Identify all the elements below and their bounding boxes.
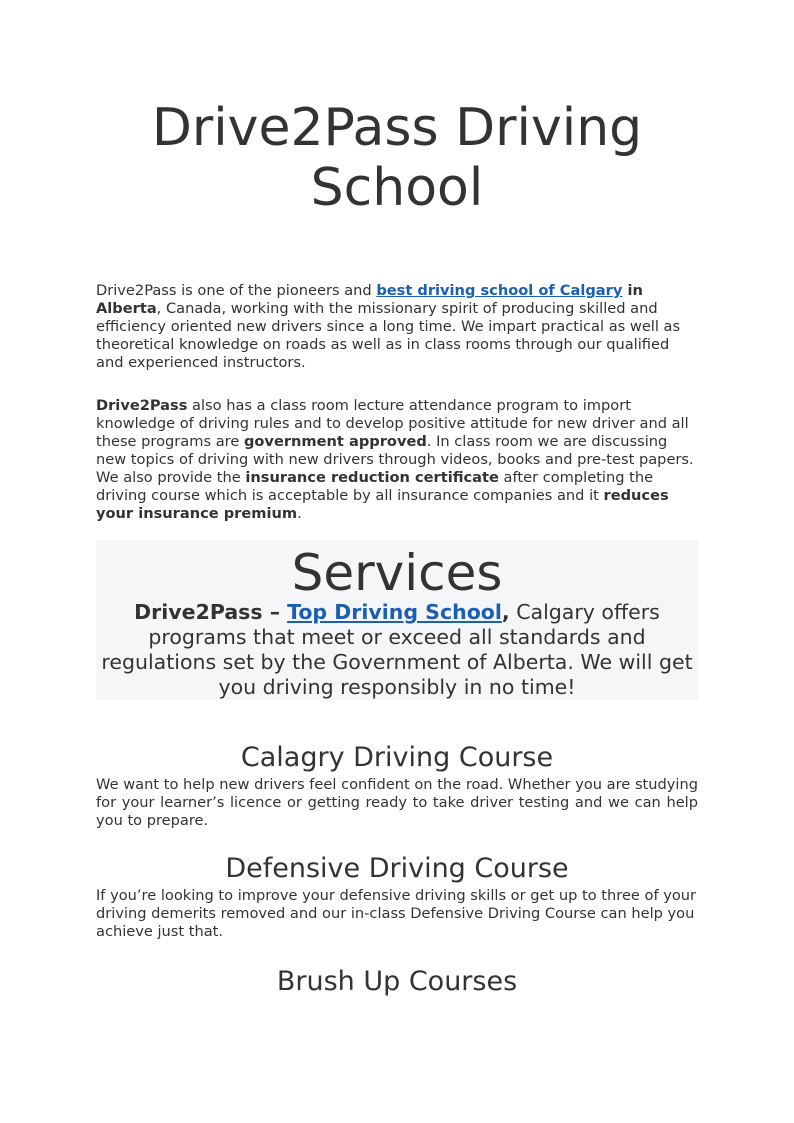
intro-p1-text-rest: , Canada, working with the missionary spirit of producing skilled and efficiency oriented new drivers since a long time. We impart practical as well as theoretical knowledge on roads as well as in class rooms through our qualified and experienced instructors. (96, 300, 681, 371)
intro-p2-text-3: after completing the driving course which is acceptable by all insurance companies and it (96, 469, 654, 504)
intro-p2-text-4: . (297, 505, 302, 522)
intro-paragraph-2 (96, 397, 698, 523)
best-driving-school-link[interactable]: best driving school of Calgary (376, 282, 623, 299)
intro-p2-insurance-cert: insurance reduction certificate (245, 469, 499, 486)
course-text-defensive: If you’re looking to improve your defensive driving skills or get up to three of your driving demerits removed and our in-class Defensive Driving Course can help you achieve just that. (96, 887, 697, 940)
intro-p1-bold: in Alberta (96, 282, 643, 317)
intro-p2-gov-approved: government approved (243, 433, 427, 450)
course-text-calgary: We want to help new drivers feel confident on the road. Whether you are studying for your learner’s licence or getting ready to take driver testing and we can help you to prepare. (96, 776, 698, 829)
services-section (96, 540, 698, 700)
services-text: Calgary offers programs that meet or exceed all standards and regulations set by the Government of Alberta. We will get you driving responsibly in no time! (101, 600, 693, 699)
course-title-brush-up: Brush Up Courses (276, 966, 518, 997)
intro-p2-text-1: also has a class room lecture attendance program to import knowledge of driving rules and to develop positive attitude for new driver and all these programs are (96, 397, 689, 450)
services-brand: Drive2Pass – (134, 600, 288, 624)
course-title-calgary: Calagry Driving Course (240, 742, 554, 773)
services-comma: , (501, 600, 510, 624)
services-heading: Services (291, 544, 503, 602)
intro-p2-text-2: . In class room we are discussing new topics of driving with new drivers through videos, books and pre-test papers. We also provide the (96, 433, 694, 486)
intro-p2-brand: Drive2Pass (96, 397, 188, 414)
course-title-defensive: Defensive Driving Course (225, 853, 569, 884)
page-title: Drive2Pass Driving School (151, 98, 643, 218)
services-description (96, 600, 698, 700)
intro-p1-text: Drive2Pass is one of the pioneers and (96, 282, 377, 299)
intro-paragraph-1 (96, 282, 698, 372)
intro-p2-reduces-premium: reduces your insurance premium (96, 487, 669, 522)
top-driving-school-link[interactable]: Top Driving School (287, 600, 502, 624)
